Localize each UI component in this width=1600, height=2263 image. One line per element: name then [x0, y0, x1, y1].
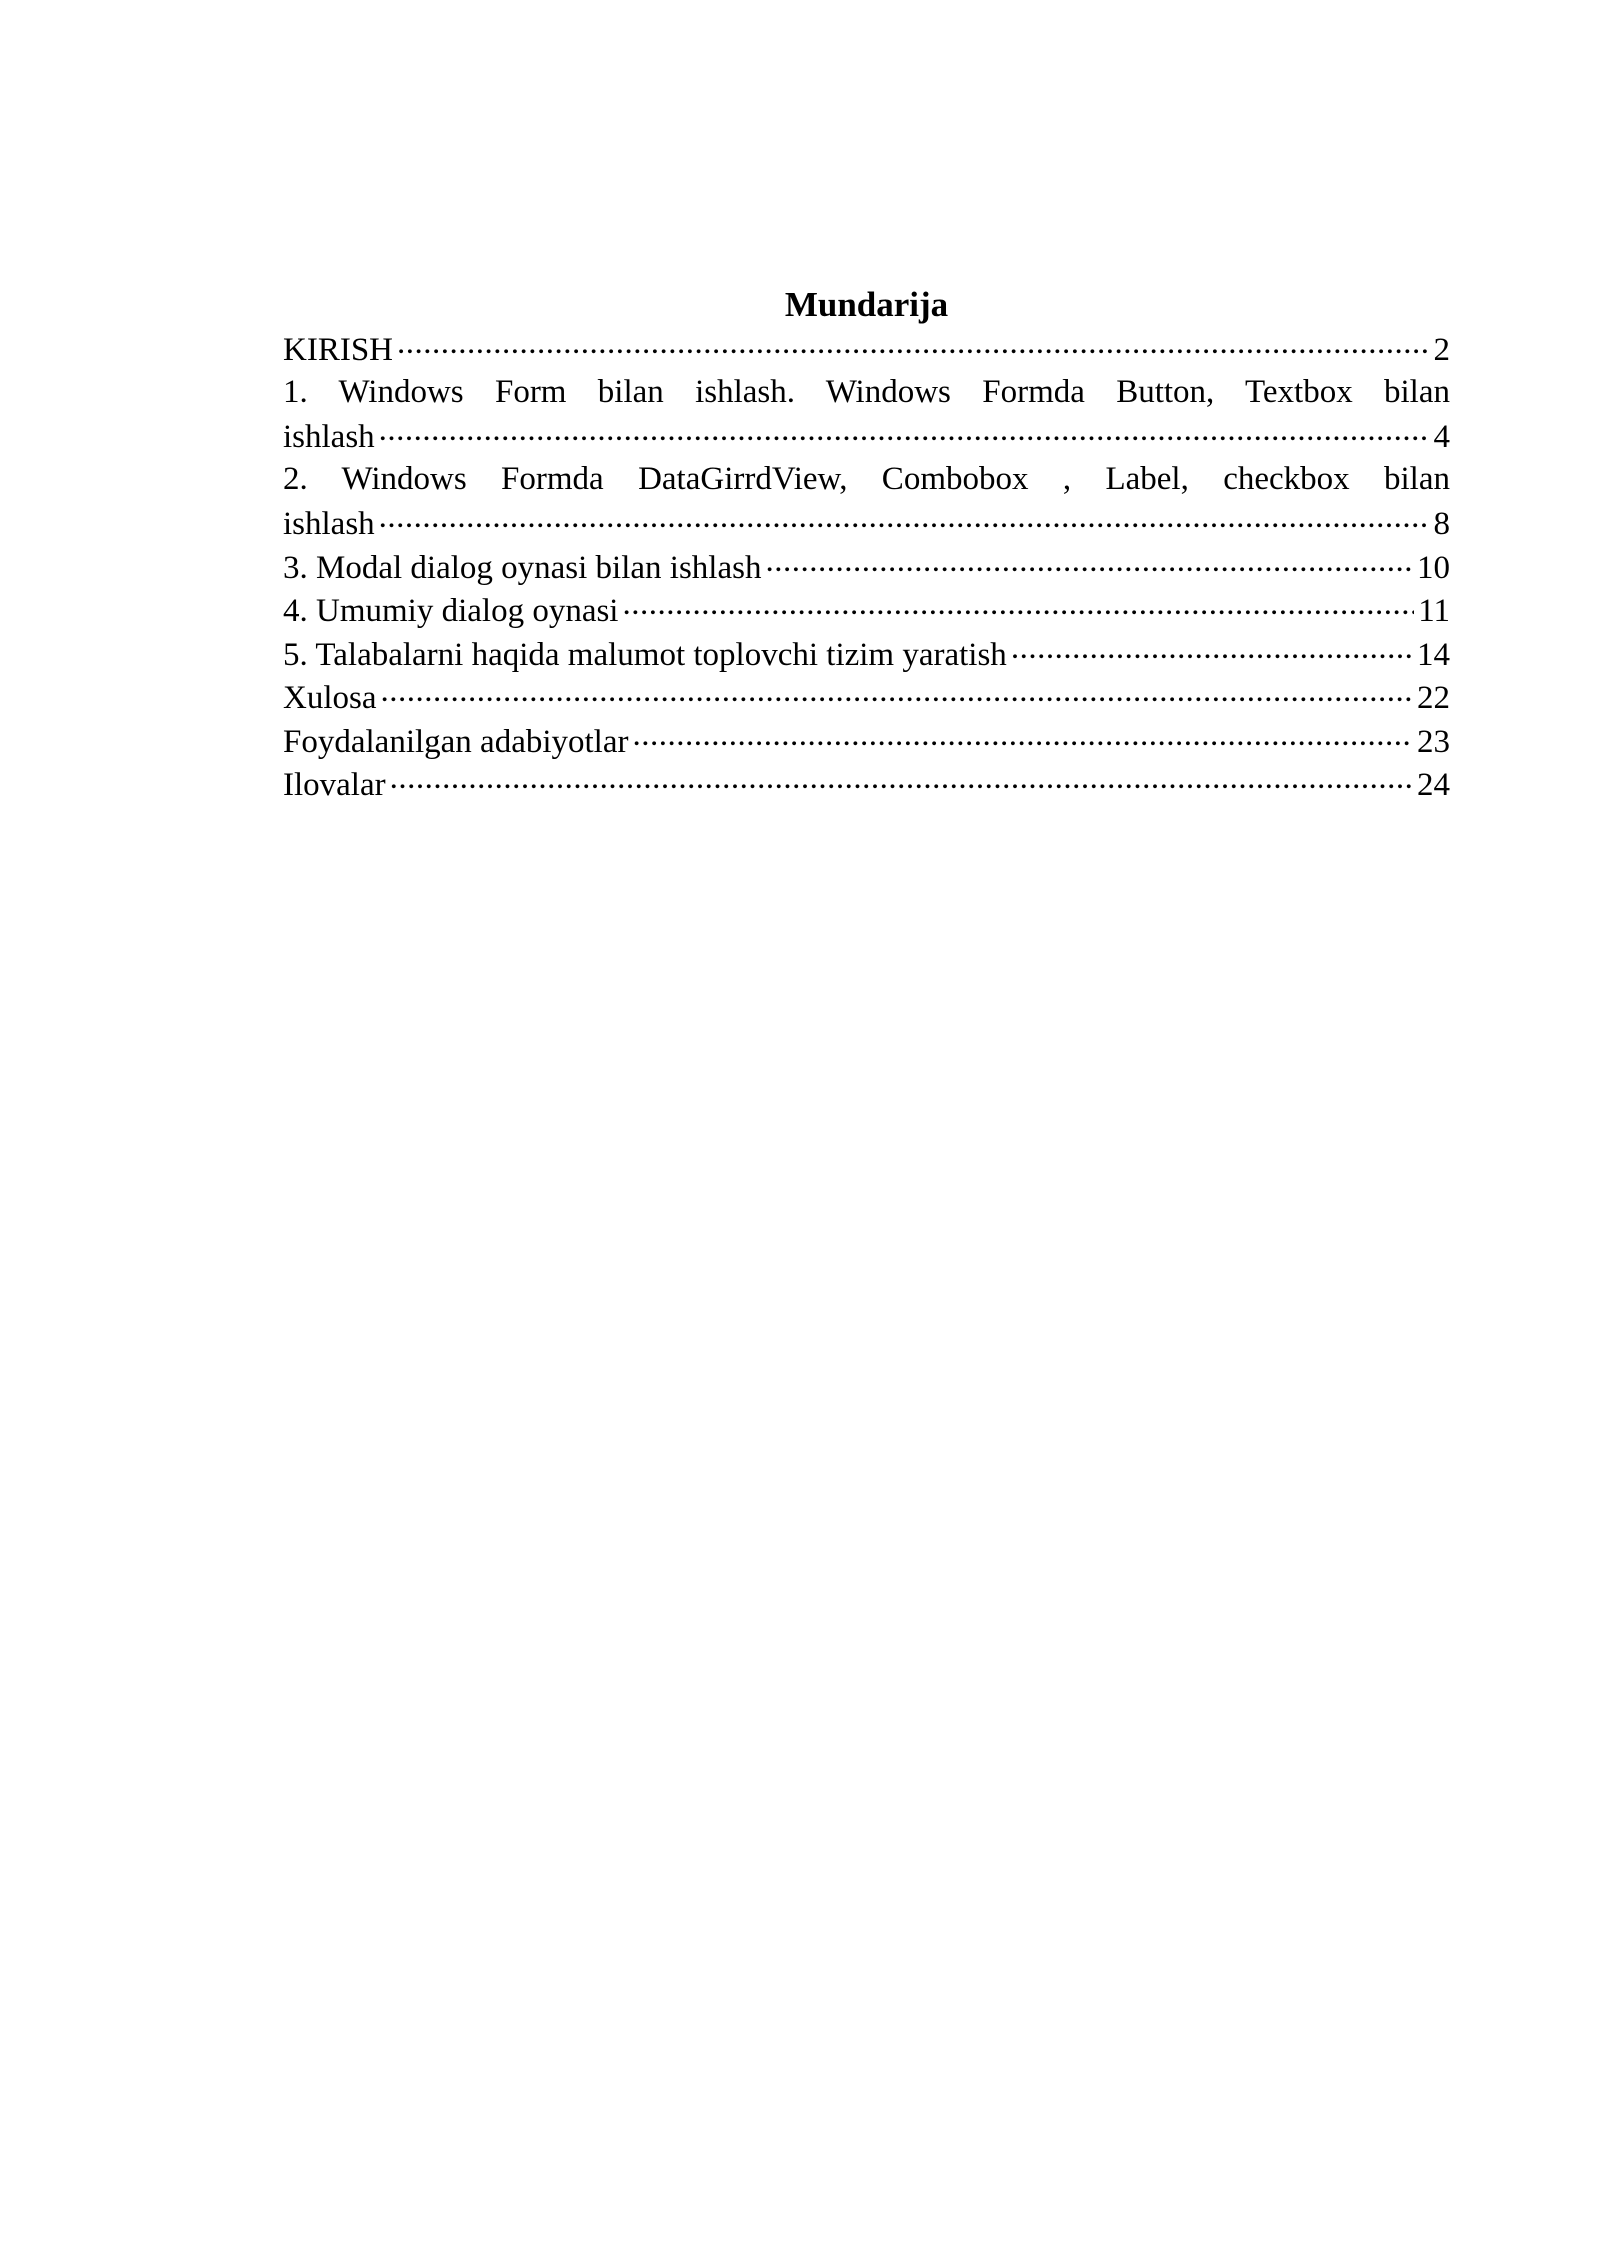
- toc-page-number: 23: [1417, 723, 1450, 760]
- toc-entry-common-dialog[interactable]: [283, 588, 1450, 632]
- toc-page-number: 10: [1417, 549, 1450, 586]
- toc-line: [283, 501, 1450, 545]
- toc-entry-references[interactable]: [283, 719, 1450, 763]
- toc-entry-text: 5. Talabalarni haqida malumot toplovchi tizim yaratish: [283, 636, 1007, 673]
- toc-entry-modal-dialog[interactable]: [283, 545, 1450, 589]
- dot-leader: [379, 414, 1430, 447]
- toc-entry-kirish[interactable]: [283, 327, 1450, 371]
- toc-line: [283, 632, 1450, 676]
- toc-entry-text: ishlash: [283, 419, 375, 455]
- toc-entry-text: Foydalanilgan adabiyotlar: [283, 723, 629, 760]
- dot-leader: [381, 675, 1414, 708]
- toc-page-number: 14: [1417, 636, 1450, 673]
- toc-entry-text: Ilovalar: [283, 767, 386, 803]
- toc-page-number: 22: [1417, 680, 1450, 716]
- dot-leader: [765, 545, 1413, 578]
- toc-page-number: 4: [1433, 419, 1450, 455]
- toc-page-number: 2: [1433, 332, 1450, 368]
- toc-line-wrapped: 2. Windows Formda DataGirrdView, Combobox , Label, checkbox bilan: [283, 460, 1450, 497]
- toc-line-wrapped: 1. Windows Form bilan ishlash. Windows Formda Button, Textbox bilan: [283, 373, 1450, 410]
- toc-entry-text: 3. Modal dialog oynasi bilan ishlash: [283, 549, 762, 586]
- toc-entry-xulosa[interactable]: [283, 675, 1450, 719]
- dot-leader: [633, 719, 1414, 752]
- toc-line: [283, 414, 1450, 458]
- dot-leader: [390, 762, 1413, 795]
- toc-entry-text: Xulosa: [283, 680, 377, 716]
- toc-entry-student-system[interactable]: [283, 632, 1450, 676]
- toc-line: [283, 327, 1450, 371]
- toc-entry-windows-form[interactable]: [283, 371, 1450, 458]
- toc-entry-datagridview[interactable]: [283, 458, 1450, 545]
- toc-line: [283, 545, 1450, 589]
- toc-entry-text: KIRISH: [283, 332, 394, 368]
- toc-line: [283, 719, 1450, 763]
- toc-page-number: 11: [1418, 593, 1450, 629]
- toc-line: [283, 675, 1450, 719]
- toc-entry-text: ishlash: [283, 506, 375, 542]
- table-of-contents: [283, 282, 1450, 806]
- dot-leader: [622, 588, 1414, 621]
- toc-page-number: 24: [1417, 767, 1450, 803]
- dot-leader: [379, 501, 1430, 534]
- toc-line: [283, 588, 1450, 632]
- dot-leader: [397, 327, 1429, 360]
- toc-page-number: 8: [1433, 506, 1450, 542]
- toc-entry-text: 4. Umumiy dialog oynasi: [283, 593, 619, 629]
- toc-title: Mundarija: [784, 285, 949, 324]
- dot-leader: [1011, 632, 1413, 665]
- toc-entry-ilovalar[interactable]: [283, 762, 1450, 806]
- toc-line: [283, 762, 1450, 806]
